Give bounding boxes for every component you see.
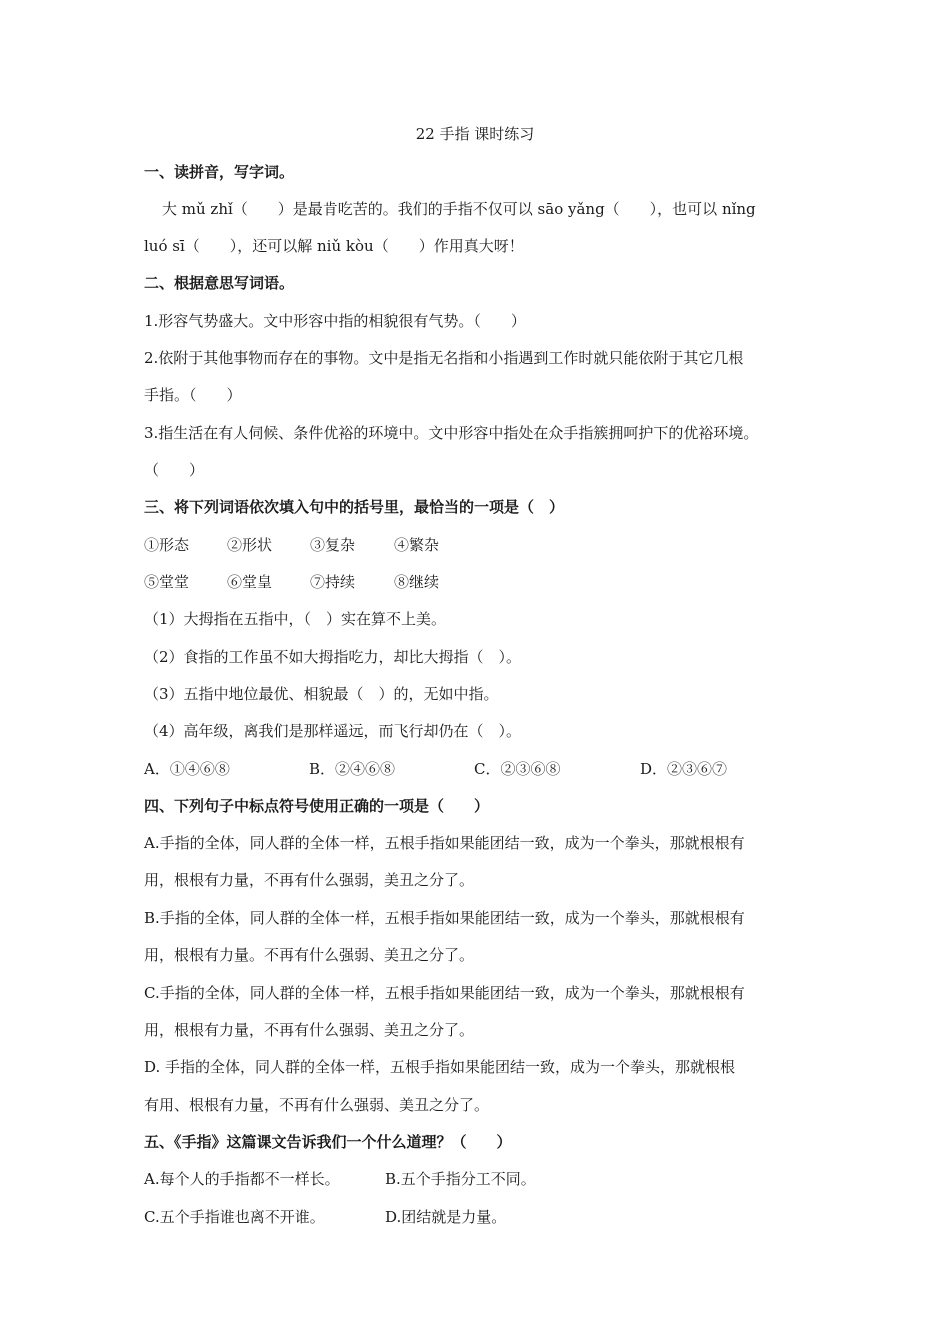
option-item: C．②③⑥⑧: [474, 760, 561, 778]
section-3-word-row-2: [144, 572, 844, 592]
option-item: A.每个人的手指都不一样长。: [144, 1170, 340, 1188]
word-item: ④繁杂: [394, 536, 440, 554]
section-4-option-c-line-1: C.手指的全体，同人群的全体一样，五根手指如果能团结一致，成为一个拳头，那就根根有: [144, 984, 745, 1002]
section-5-heading: 五、《手指》这篇课文告诉我们一个什么道理？（ ）: [144, 1133, 512, 1151]
section-1-heading: 一、读拼音，写字词。: [144, 163, 295, 181]
option-item: D．②③⑥⑦: [640, 760, 728, 778]
section-3-sentence-4: （4）高年级，离我们是那样遥远，而飞行却仍在（ ）。: [144, 722, 522, 740]
word-item: ⑤堂堂: [144, 573, 190, 591]
section-2-question-3a: 3.指生活在有人伺候、条件优裕的环境中。文中形容中指处在众手指簇拥呵护下的优裕环境。: [144, 424, 759, 442]
section-2-heading: 二、根据意思写词语。: [144, 274, 295, 292]
section-2-question-3b: （ ）: [144, 461, 205, 479]
section-4-option-a-line-1: A.手指的全体，同人群的全体一样，五根手指如果能团结一致，成为一个拳头，那就根根有: [144, 834, 745, 852]
option-item: C.五个手指谁也离不开谁。: [144, 1208, 325, 1226]
option-item: B．②④⑥⑧: [309, 760, 396, 778]
option-item: D.团结就是力量。: [385, 1208, 507, 1226]
word-item: ⑧继续: [394, 573, 440, 591]
section-3-options: [144, 759, 844, 779]
option-item: A．①④⑥⑧: [144, 760, 230, 778]
section-3-sentence-2: （2）食指的工作虽不如大拇指吃力，却比大拇指（ ）。: [144, 648, 522, 666]
word-item: ①形态: [144, 536, 190, 554]
section-3-heading: 三、将下列词语依次填入句中的括号里，最恰当的一项是（ ）: [144, 498, 565, 516]
section-3-sentence-3: （3）五指中地位最优、相貌最（ ）的，无如中指。: [144, 685, 499, 703]
section-2-question-1: 1.形容气势盛大。文中形容中指的相貌很有气势。（ ）: [144, 312, 526, 330]
option-item: B.五个手指分工不同。: [385, 1170, 536, 1188]
section-4-option-c-line-2: 用，根根有力量，不再有什么强弱、美丑之分了。: [144, 1021, 475, 1039]
word-item: ⑥堂皇: [227, 573, 273, 591]
page-title: 22 手指 课时练习: [415, 125, 535, 143]
section-3-word-row-1: [144, 535, 844, 555]
word-item: ③复杂: [310, 536, 356, 554]
word-item: ⑦持续: [310, 573, 356, 591]
section-4-option-a-line-2: 用，根根有力量，不再有什么强弱，美丑之分了。: [144, 871, 475, 889]
section-4-option-b-line-2: 用，根根有力量。不再有什么强弱、美丑之分了。: [144, 946, 475, 964]
section-4-option-d-line-2: 有用、根根有力量，不再有什么强弱、美丑之分了。: [144, 1096, 490, 1114]
section-3-sentence-1: （1）大拇指在五指中，（ ）实在算不上美。: [144, 610, 447, 628]
section-1-line-1: 大 mǔ zhǐ（ ）是最肯吃苦的。我们的手指不仅可以 sāo yǎng（ ），也可以 nǐng: [162, 200, 756, 218]
section-2-question-2a: 2.依附于其他事物而存在的事物。文中是指无名指和小指遇到工作时就只能依附于其它几根: [144, 349, 744, 367]
section-2-question-2b: 手指。（ ）: [144, 386, 242, 404]
section-1-line-2: luó sī（ ），还可以解 niǔ kòu（ ）作用真大呀！: [144, 237, 524, 255]
section-4-option-b-line-1: B.手指的全体，同人群的全体一样，五根手指如果能团结一致，成为一个拳头，那就根根有: [144, 909, 745, 927]
section-4-heading: 四、下列句子中标点符号使用正确的一项是（ ）: [144, 797, 490, 815]
word-item: ②形状: [227, 536, 273, 554]
section-5-options-row-1: [144, 1169, 844, 1189]
section-4-option-d-line-1: D. 手指的全体，同人群的全体一样，五根手指如果能团结一致，成为一个拳头，那就根根: [144, 1058, 736, 1076]
section-5-options-row-2: [144, 1207, 844, 1227]
